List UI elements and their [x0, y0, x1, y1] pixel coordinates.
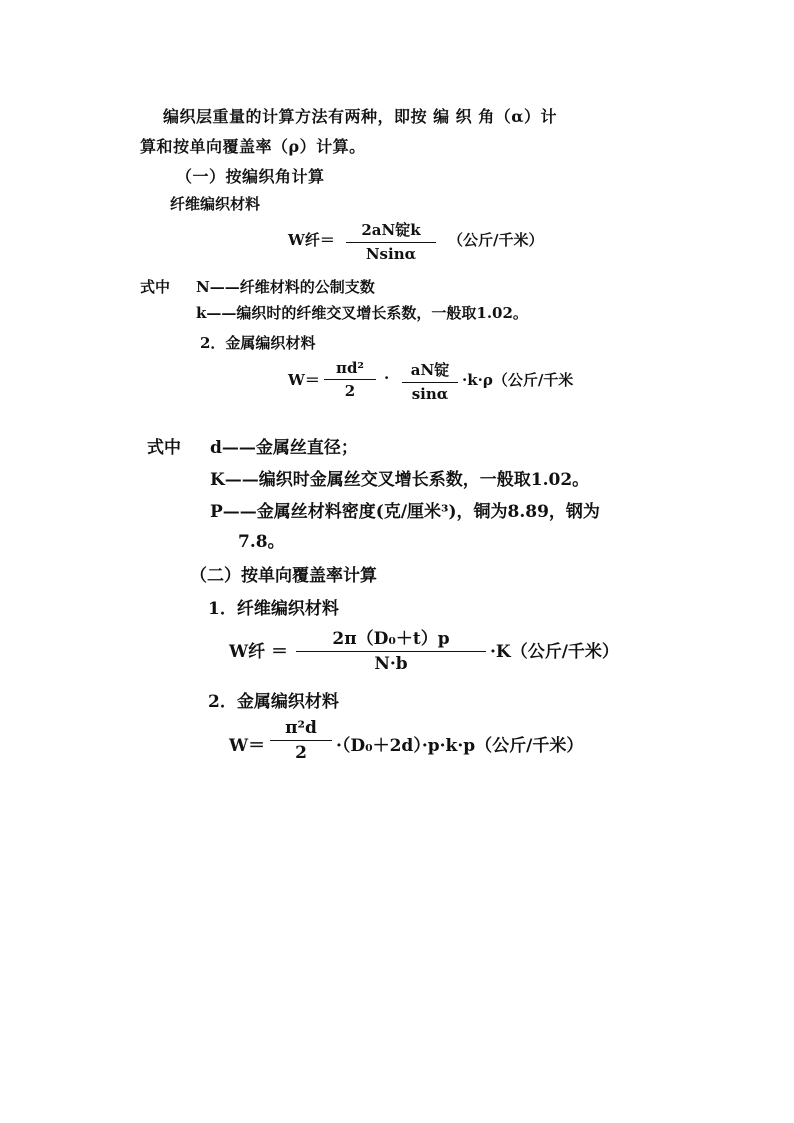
- fraction-denominator: 2: [344, 382, 356, 400]
- section1-heading: （一）按编织角计算: [176, 167, 325, 186]
- legend2-p-definition-cont: 7.8。: [238, 532, 285, 552]
- legend2-d-definition: d——金属丝直径；: [210, 438, 358, 458]
- fraction-numerator: 2aN锭k: [346, 219, 436, 243]
- fraction-numerator: πd²: [324, 359, 376, 380]
- formula-fraction: [296, 624, 486, 674]
- legend2-p-definition: P——金属丝材料密度(克/厘米³)，铜为8.89，钢为: [210, 502, 600, 522]
- section2-heading: （二）按单向覆盖率计算: [190, 566, 377, 586]
- fraction-numerator: π²d: [270, 718, 332, 741]
- fraction-denominator: Nsinα: [365, 245, 417, 263]
- formula-lhs: W纤 ＝: [229, 642, 289, 662]
- formula-unit: （公斤/千米）: [448, 231, 544, 249]
- formula-lhs: W＝: [229, 736, 266, 756]
- legend1-prefix: 式中: [140, 278, 171, 296]
- section1-sub1-title: 纤维编织材料: [170, 195, 261, 213]
- fraction-numerator: aN锭: [402, 359, 458, 383]
- formula-fraction: [346, 219, 436, 263]
- fraction-denominator: 2: [295, 743, 307, 763]
- formula-lhs: W纤＝: [288, 231, 335, 249]
- formula-fraction-2: [402, 359, 458, 403]
- legend1-k-definition: k——编织时的纤维交叉增长系数，一般取1.02。: [196, 304, 528, 322]
- formula-fraction-1: [324, 359, 376, 400]
- formula-lhs: W＝: [288, 371, 320, 389]
- formula-tail: ·（D₀＋2d）·p·k·p（公斤/千米）: [336, 736, 584, 756]
- formula-tail: ·k·ρ（公斤/千米: [462, 371, 574, 389]
- legend2-k-definition: K——编织时金属丝交叉增长系数，一般取1.02。: [210, 470, 590, 490]
- formula-dot: ·: [384, 369, 390, 387]
- section1-sub2-title: 2．金属编织材料: [200, 334, 316, 352]
- formula-tail: ·K（公斤/千米）: [490, 642, 619, 662]
- fraction-denominator: N·b: [374, 654, 408, 674]
- section2-sub1-title: 1．纤维编织材料: [208, 599, 339, 619]
- fraction-numerator: 2π（D₀＋t）p: [296, 624, 486, 652]
- intro-line-2: 算和按单向覆盖率（ρ）计算。: [140, 137, 366, 156]
- legend2-prefix: 式中: [147, 438, 181, 458]
- legend1-n-definition: N——纤维材料的公制支数: [196, 278, 375, 296]
- section2-sub2-title: 2．金属编织材料: [208, 692, 339, 712]
- formula-fraction: [270, 718, 332, 763]
- intro-line-1: 编织层重量的计算方法有两种，即按 编 织 角（α）计: [163, 107, 558, 126]
- fraction-denominator: sinα: [411, 385, 449, 403]
